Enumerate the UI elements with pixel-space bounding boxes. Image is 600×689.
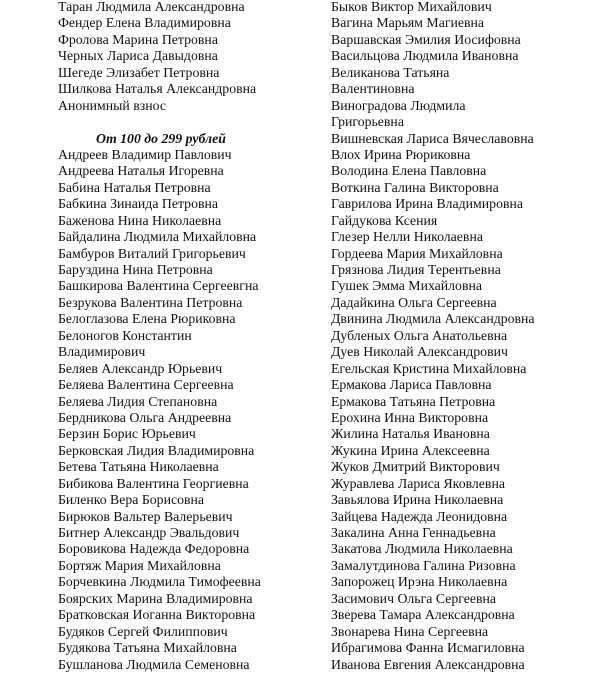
donor-name: Бетева Татьяна Николаевна — [58, 459, 219, 475]
blank-line — [58, 114, 323, 130]
donor-name: Замалутдинова Галина Ризовна — [331, 557, 516, 573]
donor-name: Дубленых Ольга Анатольевна — [331, 327, 508, 343]
donor-name: Завьялова Ирина Николаевна — [331, 492, 504, 508]
donor-name: Башкирова Валентина Сергеевгна — [58, 278, 259, 294]
donor-name: Андреев Владимир Павлович — [58, 146, 232, 162]
donor-name: Черных Лариса Давыдовна — [58, 48, 218, 64]
donor-name: Андреева Наталья Игоревна — [58, 163, 224, 179]
donor-name: Белоногов Константин — [58, 327, 192, 343]
donor-name: Будякова Татьяна Михайловна — [58, 640, 237, 656]
donor-name: Глезер Нелли Николаевна — [331, 229, 483, 245]
donor-name: Запорожец Ирэна Николаевна — [331, 574, 508, 590]
donor-name: Варшавская Эмилия Иосифовна — [331, 31, 521, 47]
donor-name: Ермакова Татьяна Петровна — [331, 393, 496, 409]
donor-name: Виноградова Людмила — [331, 97, 466, 113]
donor-list-right-column — [331, 0, 596, 673]
donor-name: Журавлева Лариса Яковлевна — [331, 475, 505, 491]
donor-name: Вагина Марьям Магиевна — [331, 15, 485, 31]
donor-name: Закатова Людмила Николаевна — [331, 541, 513, 557]
donor-name: Бабкина Зинаида Петровна — [58, 196, 218, 212]
donor-name: Битнер Александр Эвальдович — [58, 525, 240, 540]
donor-name: Баженова Нина Николаевна — [58, 212, 222, 228]
donor-name: Беляева Лидия Степановна — [58, 393, 218, 409]
donor-name: Гаврилова Ирина Владимировна — [331, 196, 523, 212]
donor-name: Дуев Николай Александрович — [331, 344, 508, 360]
donor-name: Зайцева Надежда Леонидовна — [331, 508, 508, 524]
donor-name: Бирюков Вальтер Валерьевич — [58, 508, 233, 524]
donor-name: Гушек Эмма Михайловна — [331, 278, 482, 294]
donor-name: Боярских Марина Владимировна — [58, 590, 253, 606]
donor-name: Ермакова Лариса Павловна — [331, 377, 492, 393]
donor-name: Зверева Тамара Александровна — [331, 607, 515, 623]
donor-name: Бортяж Мария Михайловна — [58, 557, 221, 573]
donor-name: Фендер Елена Владимировна — [58, 15, 231, 31]
donor-name: Гайдукова Ксения — [331, 212, 438, 228]
donor-name: Шилкова Наталья Александровна — [58, 81, 257, 97]
donor-list-left-column — [58, 0, 323, 673]
donor-name: Бабина Наталья Петровна — [58, 179, 211, 195]
donor-name: Бушланова Людмила Семеновна — [58, 656, 250, 672]
donor-name: Бамбуров Виталий Григорьевич — [58, 245, 246, 261]
donor-name: Жукина Ирина Алексеевна — [331, 442, 490, 458]
donor-name: Грязнова Лидия Терентьевна — [331, 262, 501, 277]
donor-name: Иванова Евгения Александровна — [331, 656, 525, 672]
donor-name-continuation: Григорьевна — [331, 114, 404, 130]
donor-name: Таран Людмила Александровна — [58, 0, 245, 14]
donor-name: Байдалина Людмила Михайловна — [58, 229, 257, 245]
donor-name: Белоглазова Елена Рюриковна — [58, 311, 236, 327]
donor-name: Беляев Александр Юрьевич — [58, 360, 223, 376]
donor-name: Закалина Анна Геннадьевна — [331, 525, 496, 540]
donor-name: Будяков Сергей Филиппович — [58, 623, 228, 639]
donor-name: Бердникова Ольга Андреевна — [58, 409, 232, 425]
donor-name: Берковская Лидия Владимировна — [58, 442, 255, 458]
donor-name: Быков Виктор Михайлович — [331, 0, 492, 14]
donor-name: Анонимный взнос — [58, 97, 166, 113]
donor-name: Боровикова Надежда Федоровна — [58, 541, 250, 557]
donor-name: Васильцова Людмила Ивановна — [331, 48, 519, 64]
donor-name: Братковская Иоганна Викторовна — [58, 607, 256, 623]
donor-name: Безрукова Валентина Петровна — [58, 294, 243, 310]
donor-name: Берзин Борис Юрьевич — [58, 426, 196, 442]
donor-name: Гордеева Мария Михайловна — [331, 245, 503, 261]
donor-name: Володина Елена Павловна — [331, 163, 487, 179]
donor-name: Ерохина Инна Викторовна — [331, 409, 489, 425]
section-heading: От 100 до 299 рублей — [96, 130, 226, 146]
donor-name: Дадайкина Ольга Сергеевна — [331, 294, 497, 310]
donor-name: Егельская Кристина Михайловна — [331, 360, 527, 376]
donor-name: Фролова Марина Петровна — [58, 31, 218, 47]
donor-name-continuation: Владимирович — [58, 344, 146, 360]
donor-name: Шегеде Элизабет Петровна — [58, 64, 220, 80]
donor-name: Воткина Галина Викторовна — [331, 179, 499, 195]
donor-name: Борчевкина Людмила Тимофеевна — [58, 574, 261, 590]
donor-name-continuation: Валентиновна — [331, 81, 415, 97]
donor-name: Двинина Людмила Александровна — [331, 311, 535, 327]
donor-name: Вишневская Лариса Вячеславовна — [331, 130, 534, 146]
donor-name: Жилина Наталья Ивановна — [331, 426, 490, 442]
donor-name: Бибикова Валентина Георгиевна — [58, 475, 249, 491]
donor-name: Жуков Дмитрий Викторович — [331, 459, 500, 475]
donor-name: Беляева Валентина Сергеевна — [58, 377, 234, 393]
donor-name: Засимович Ольга Сергеевна — [331, 590, 496, 606]
donor-name: Влох Ирина Рюриковна — [331, 146, 471, 162]
donor-name: Звонарева Нина Сергеевна — [331, 623, 489, 639]
donor-name: Биленко Вера Борисовна — [58, 492, 204, 508]
donor-name: Великанова Татьяна — [331, 64, 450, 80]
donor-name: Барyздина Нина Петровна — [58, 262, 213, 277]
donor-name: Ибрагимова Фанна Исмагиловна — [331, 640, 525, 656]
